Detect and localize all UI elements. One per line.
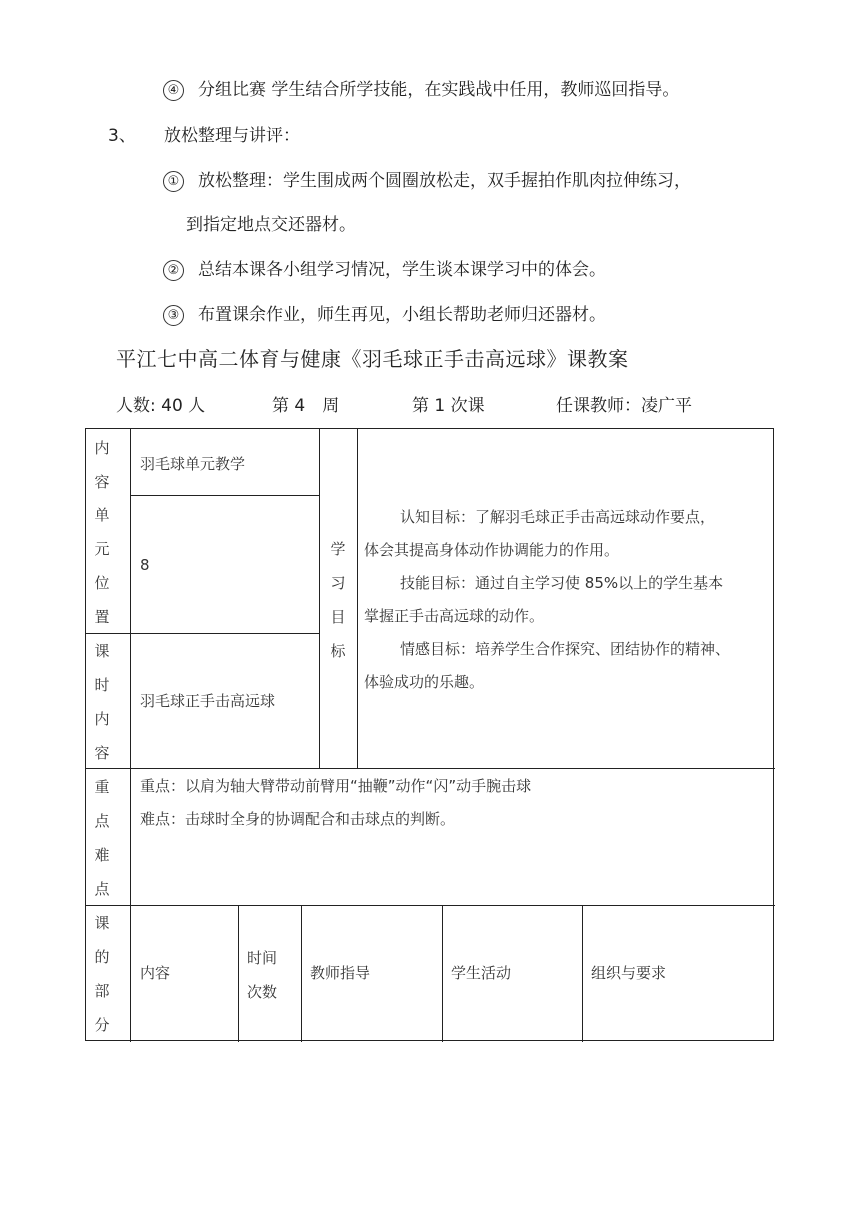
v-rule-4 — [238, 905, 239, 1042]
lesson-part-header: 课 的 部 分 — [94, 914, 110, 1034]
intro-item-4 — [163, 78, 679, 102]
column-teacher-guidance: 教师指导 — [310, 964, 371, 982]
sub-item-3-text: 布置课余作业，师生再见，小组长帮助老师归还器材。 — [198, 305, 606, 325]
circled-number-2: ② — [163, 260, 184, 281]
circled-number-4: ④ — [163, 80, 184, 101]
learning-goals-header: 学 习 目 标 — [330, 540, 346, 660]
intro-item-4-text: 分组比赛 学生结合所学技能，在实践战中任用，教师巡回指导。 — [198, 80, 680, 100]
circled-number-3: ③ — [163, 305, 184, 326]
column-student-activity: 学生活动 — [451, 964, 512, 982]
v-rule-5 — [301, 905, 302, 1042]
unit-position-value: 8 — [140, 556, 150, 574]
column-organization: 组织与要求 — [591, 964, 667, 982]
h-rule-2 — [86, 633, 320, 634]
sub-item-3 — [163, 303, 606, 327]
sub-item-2 — [163, 258, 606, 282]
h-rule-1 — [130, 495, 319, 496]
section-3-heading — [108, 124, 300, 148]
sub-item-2-text: 总结本课各小组学习情况，学生谈本课学习中的体会。 — [198, 260, 606, 280]
student-count: 人数: 40 人 — [116, 396, 206, 416]
affective-goal-line1: 情感目标：培养学生合作探究、团结协作的精神、 — [400, 640, 731, 658]
affective-goal-line2: 体验成功的乐趣。 — [364, 673, 485, 691]
learning-goals-text — [364, 501, 769, 699]
lesson-content-header: 课 时 内 容 — [94, 642, 110, 762]
sub-item-1 — [163, 169, 691, 193]
v-rule-7 — [582, 905, 583, 1042]
difficult-point-text: 难点：击球时全身的协调配合和击球点的判断。 — [140, 810, 456, 828]
sub-item-1-text: 放松整理：学生围成两个圆圈放松走，双手握拍作肌肉拉伸练习， — [198, 171, 691, 191]
lesson-plan-title: 平江七中高二体育与健康《羽毛球正手击高远球》课教案 — [116, 347, 629, 371]
section-3-title: 放松整理与讲评： — [164, 126, 300, 146]
cognitive-goal-line1: 认知目标：了解羽毛球正手击高远球动作要点， — [400, 508, 716, 526]
v-rule-3 — [357, 429, 358, 769]
sub-item-1-continuation: 到指定地点交还器材。 — [186, 215, 356, 235]
skill-goal-line2: 掌握正手击高远球的动作。 — [364, 607, 545, 625]
content-header: 内 容 — [94, 439, 110, 491]
skill-goal-line1: 技能目标：通过自主学习使 85%以上的学生基本 — [400, 574, 724, 592]
lesson-number: 第 1 次课 — [412, 396, 485, 416]
unit-position-header: 单 元 位 置 — [94, 506, 110, 626]
cognitive-goal-line2: 体会其提高身体动作协调能力的作用。 — [364, 541, 620, 559]
h-rule-3 — [86, 768, 775, 769]
column-content: 内容 — [140, 964, 171, 982]
section-3-number: 3、 — [108, 126, 136, 146]
key-point-text: 重点：以肩为轴大臂带动前臂用“抽鞭”动作“闪”动手腕击球 — [140, 777, 532, 795]
content-value: 羽毛球单元教学 — [140, 455, 246, 473]
v-rule-1 — [130, 429, 131, 1042]
column-time: 时间 次数 — [247, 949, 278, 1001]
lesson-plan-table — [85, 428, 774, 1041]
key-points-header: 重 点 难 点 — [94, 778, 110, 898]
v-rule-2 — [319, 429, 320, 769]
v-rule-6 — [442, 905, 443, 1042]
h-rule-4 — [86, 905, 775, 906]
lesson-content-value: 羽毛球正手击高远球 — [140, 692, 276, 710]
week-number: 第 4 周 — [272, 396, 340, 416]
teacher-name: 任课教师：凌广平 — [556, 396, 692, 416]
circled-number-1: ① — [163, 171, 184, 192]
